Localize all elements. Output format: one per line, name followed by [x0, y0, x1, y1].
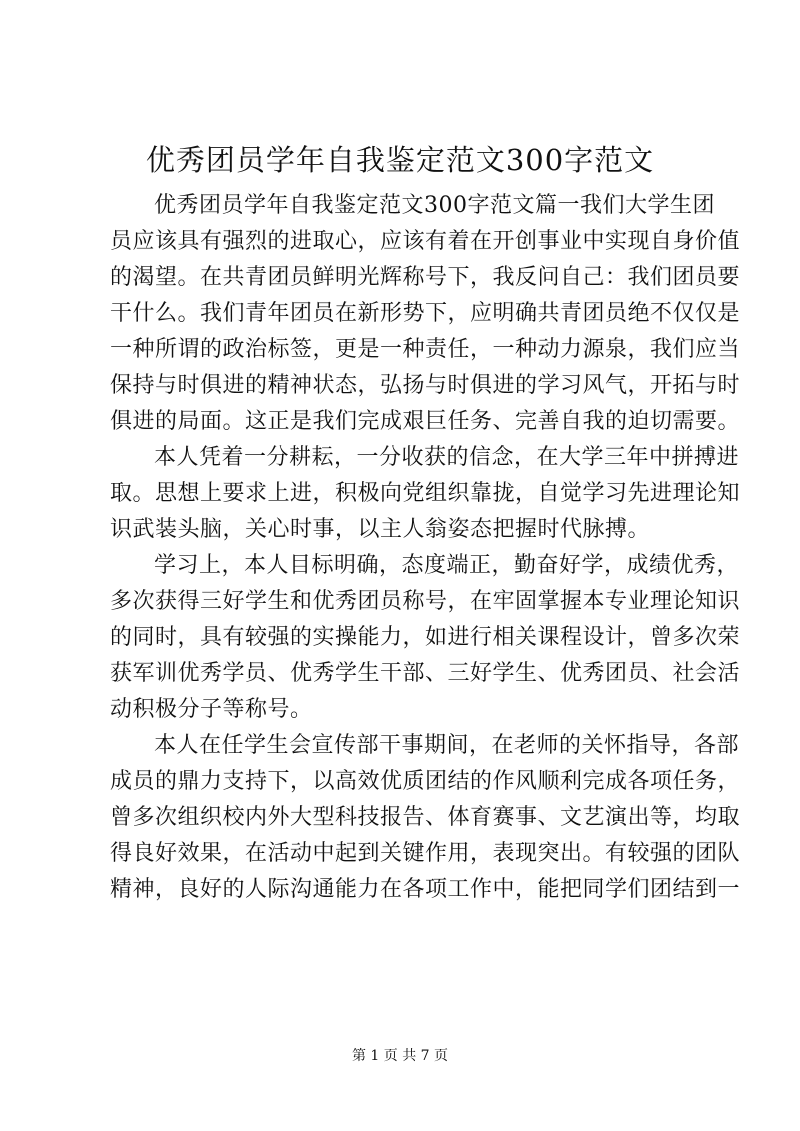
- document-body: [110, 188, 741, 908]
- paragraph-line: 曾多次组织校内外大型科技报告、体育赛事、文艺演出等，均取: [110, 805, 741, 830]
- paragraph-line: 得良好效果，在活动中起到关键作用，表现突出。有较强的团队: [110, 841, 741, 866]
- paragraph-line: 的同时，具有较强的实操能力，如进行相关课程设计，曾多次荣: [110, 625, 741, 650]
- paragraph-line: 干什么。我们青年团员在新形势下，应明确共青团员绝不仅仅是: [110, 301, 741, 326]
- paragraph-3: [110, 548, 741, 728]
- paragraph-1: [110, 188, 741, 440]
- paragraph-line: 本人凭着一分耕耘，一分收获的信念，在大学三年中拼搏进: [154, 445, 740, 470]
- paragraph-line: 本人在任学生会宣传部干事期间，在老师的关怀指导，各部: [154, 733, 740, 758]
- paragraph-line: 成员的鼎力支持下，以高效优质团结的作风顺利完成各项任务，: [110, 769, 741, 794]
- paragraph-4: [110, 728, 741, 908]
- paragraph-line: 获军训优秀学员、优秀学生干部、三好学生、优秀团员、社会活: [110, 661, 741, 686]
- paragraph-line: 俱进的局面。这正是我们完成艰巨任务、完善自我的迫切需要。: [110, 409, 741, 434]
- document-title: 优秀团员学年自我鉴定范文300字范文: [145, 143, 655, 177]
- paragraph-line: 优秀团员学年自我鉴定范文300字范文篇一我们大学生团: [154, 193, 715, 218]
- paragraph-2: [110, 440, 741, 548]
- page-number-footer: 第 1 页 共 7 页: [351, 1048, 449, 1064]
- paragraph-line: 保持与时俱进的精神状态，弘扬与时俱进的学习风气，开拓与时: [110, 373, 741, 398]
- paragraph-line: 多次获得三好学生和优秀团员称号，在牢固掌握本专业理论知识: [110, 589, 741, 614]
- paragraph-line: 精神，良好的人际沟通能力在各项工作中，能把同学们团结到一: [110, 877, 741, 902]
- paragraph-line: 员应该具有强烈的进取心，应该有着在开创事业中实现自身价值: [110, 229, 741, 254]
- paragraph-line: 的渴望。在共青团员鲜明光辉称号下，我反问自己：我们团员要: [110, 265, 741, 290]
- paragraph-line: 一种所谓的政治标签，更是一种责任，一种动力源泉，我们应当: [110, 337, 741, 362]
- paragraph-line: 学习上，本人目标明确，态度端正，勤奋好学，成绩优秀，: [154, 553, 740, 578]
- paragraph-line: 识武装头脑，关心时事，以主人翁姿态把握时代脉搏。: [110, 517, 651, 542]
- paragraph-line: 取。思想上要求上进，积极向党组织靠拢，自觉学习先进理论知: [110, 481, 741, 506]
- paragraph-line: 动积极分子等称号。: [110, 697, 313, 722]
